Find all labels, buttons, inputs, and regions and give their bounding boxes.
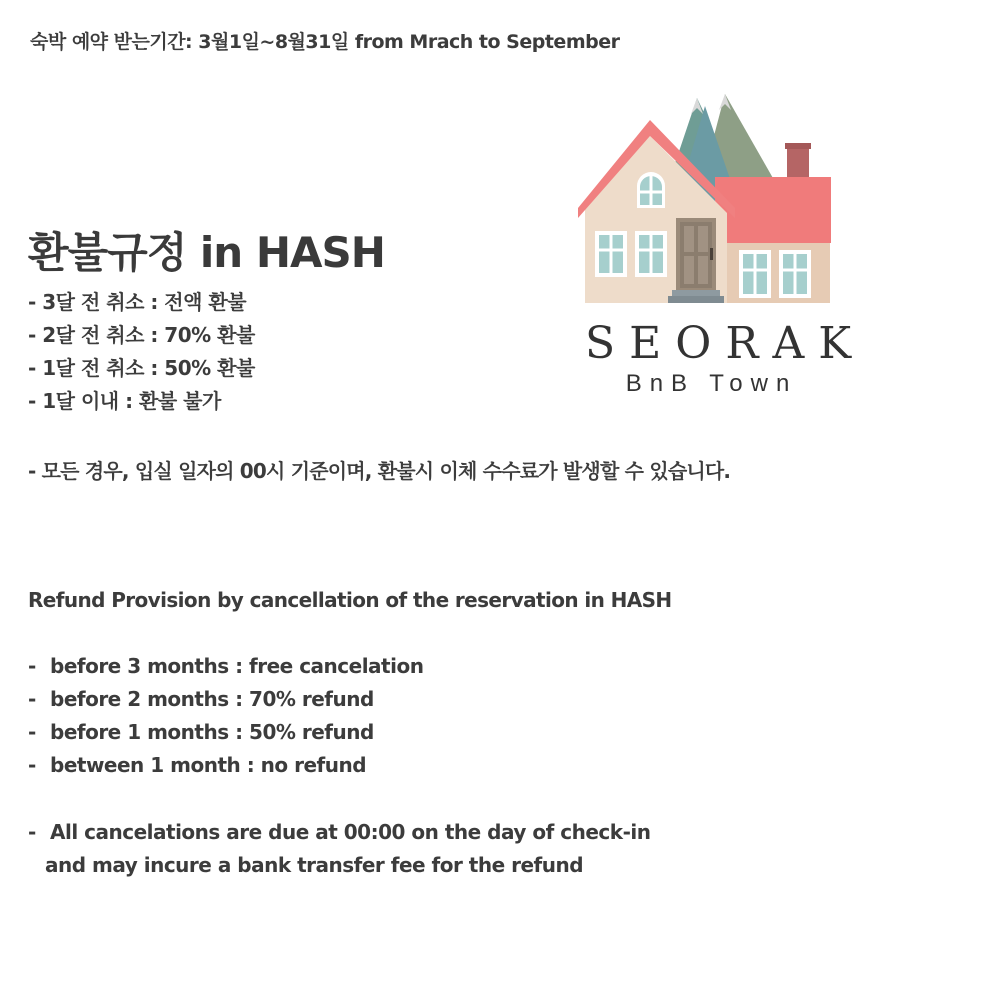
chimney xyxy=(787,146,809,178)
brand-name: SEORAK xyxy=(585,318,866,369)
chimney-cap xyxy=(785,143,811,149)
rule-item: - 3달 전 취소 : 전액 환불 xyxy=(28,290,247,314)
booking-period-text: 숙박 예약 받는기간: 3월1일~8월31일 from Mrach to September xyxy=(30,31,620,53)
rule-item xyxy=(28,652,423,685)
rule-item: - 1달 전 취소 : 50% 환불 xyxy=(28,356,255,380)
rule-text: before 2 months : 70% refund xyxy=(50,687,374,711)
window xyxy=(635,231,667,277)
rule-item xyxy=(28,718,423,751)
brand-subtitle: BnB Town xyxy=(625,370,798,397)
refund-rules-korean xyxy=(28,288,255,420)
rule-item: - 2달 전 취소 : 70% 환불 xyxy=(28,323,255,347)
rule-item xyxy=(28,751,423,784)
window xyxy=(595,231,627,277)
rule-text: before 1 months : 50% refund xyxy=(50,720,374,744)
window xyxy=(739,250,771,298)
refund-policy-title-korean: 환불규정 in HASH xyxy=(28,228,385,277)
step xyxy=(672,290,720,296)
rule-item xyxy=(28,685,423,718)
refund-note-english xyxy=(28,818,650,884)
window xyxy=(779,250,811,298)
bullet-dash: - xyxy=(28,753,36,777)
note-line-2: and may incure a bank transfer fee for the refund xyxy=(45,853,584,877)
rule-item: - 1달 이내 : 환불 불가 xyxy=(28,389,221,413)
refund-note-korean: - 모든 경우, 입실 일자의 00시 기준이며, 환불시 이체 수수료가 발생할 수 있습니다. xyxy=(28,459,731,483)
bullet-dash: - xyxy=(28,720,36,744)
bullet-dash: - xyxy=(28,654,36,678)
bullet-dash: - xyxy=(28,687,36,711)
rule-text: between 1 month : no refund xyxy=(50,753,367,777)
step xyxy=(668,296,724,303)
note-line-1: - All cancelations are due at 00:00 on the day of check-in xyxy=(28,820,651,844)
door xyxy=(676,218,716,290)
refund-rules-english xyxy=(28,652,423,784)
attic-window xyxy=(637,172,665,208)
rule-text: before 3 months : free cancelation xyxy=(50,654,424,678)
bullet-dash: - xyxy=(28,820,36,844)
refund-policy-title-english: Refund Provision by cancellation of the reservation in HASH xyxy=(28,588,672,612)
